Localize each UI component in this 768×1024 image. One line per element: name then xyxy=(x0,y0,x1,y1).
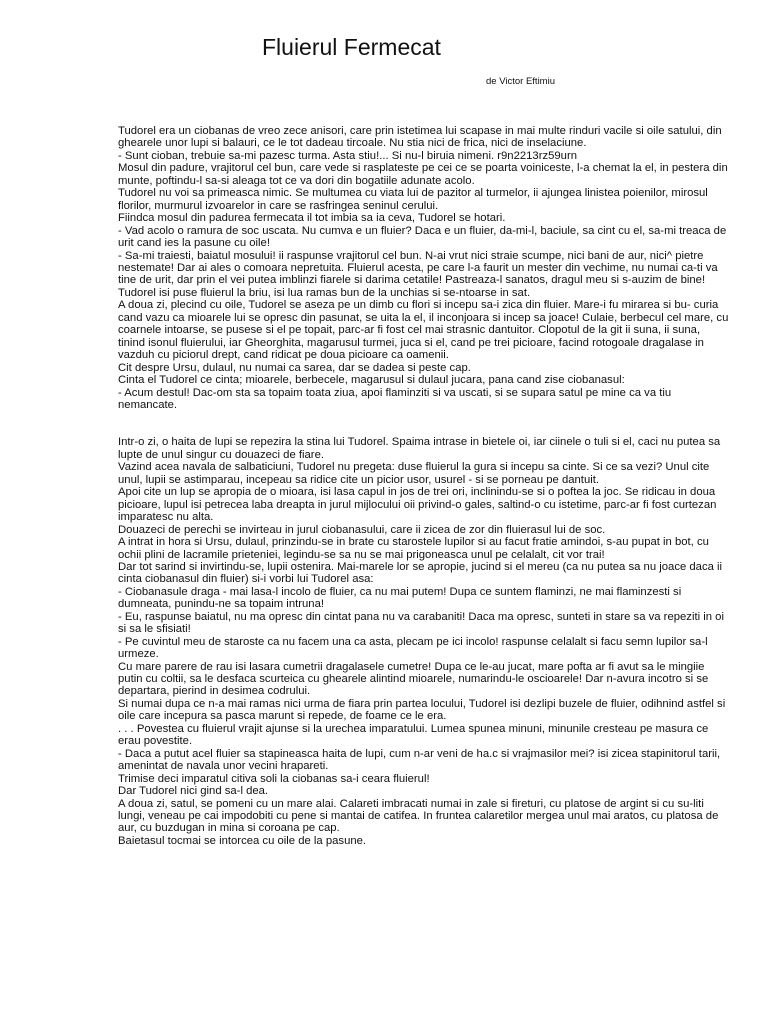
paragraph: Cinta el Tudorel ce cinta; mioarele, berbecele, magarusul si dulaul jucara, pana cand zise ciobanasul: xyxy=(118,374,625,387)
author-line: de Victor Eftimiu xyxy=(486,76,555,87)
paragraph: - Eu, raspunse baiatul, nu ma opresc din cintat pana nu va carabaniti! Daca ma opresc, sunteti in stare sa va repeziti in oi si sa le sfisiati! xyxy=(118,610,724,636)
paragraph: Baietasul tocmai se intorcea cu oile de la pasune. xyxy=(118,834,367,847)
paragraph: Vazind acea navala de salbaticiuni, Tudorel nu pregeta: duse fluierul la gura si incepu sa cinte. Si ce sa vezi? Unul cite unul, lupii se astimparau, incepeau sa ridice cite un picior usor, usurel - si se porneau pe dantuit. xyxy=(118,461,710,486)
paragraph: - Daca a putut acel fluier sa stapineasca haita de lupi, cum n-ar veni de ha.c si vrajmasilor mei? isi zicea stapinitorul tarii, amenintat de navala unor vecini hrapareti. xyxy=(118,747,721,773)
section-gap xyxy=(118,411,730,436)
paragraph: Tudorel isi puse fluierul la briu, isi lua ramas bun de la unchias si se-ntoarse in sat. xyxy=(118,286,531,299)
paragraph: Tudorel nu voi sa primeasca nimic. Se multumea cu viata lui de pazitor al turmelor, ii ajungea linistea poienilor, mirosul florilor, murmurul izvoarelor in care se rasfringea seninul cerului. xyxy=(118,187,708,212)
paragraph: Douazeci de perechi se invirteau in jurul ciobanasului, care ii zicea de zor din fluierasul lui de soc. xyxy=(118,523,606,536)
paragraph: Intr-o zi, o haita de lupi se repezira la stina lui Tudorel. Spaima intrase in bietele oi, iar ciinele o tuli si el, caci nu putea sa lupte de unul singur cu douazeci de fiare. xyxy=(118,436,721,461)
paragraph: Apoi cite un lup se apropia de o mioara, isi lasa capul in jos de trei ori, inclinindu-se si o poftea la joc. Se ridicau in doua picioare, lupul isi petrecea laba dreapta in jurul mijlocului oii privind-o gales, saltind-o cu istetime, parc-ar fi fost curtezan imparatesc nu alta. xyxy=(118,486,717,524)
story-part-2 xyxy=(118,436,730,847)
paragraph: - Vad acolo o ramura de soc uscata. Nu cumva e un fluier? Daca e un fluier, da-mi-l, baciule, sa cint cu el, sa-mi treaca de urit cand ies la pasune cu oile! xyxy=(118,224,727,250)
paragraph: - Sunt cioban, trebuie sa-mi pazesc turma. Asta stiu!... Si nu-l biruia nimeni. r9n2213rz59urn xyxy=(118,149,578,162)
paragraph: Cu mare parere de rau isi lasara cumetrii dragalasele cumetre! Dupa ce le-au jucat, mare pofta ar fi avut sa le mingiie putin cu coltii, sa le desfaca scurteica cu ghearele alintind mioarele, numarindu-le oscioarele! Dar n-avura incotro si se departara, pierind in desimea codrului. xyxy=(118,660,709,698)
paragraph: A intrat in hora si Ursu, dulaul, prinzindu-se in brate cu starostele lupilor si au facut fratie amindoi, s-au pupat in bot, cu ochii plini de lacramile prieteniei, legindu-se sa nu se mai prigoneasca unul pe celalalt, cit vor trai! xyxy=(118,536,709,561)
document-title: Fluierul Fermecat xyxy=(262,34,441,60)
paragraph: - Acum destul! Dac-om sta sa topaim toata ziua, apoi flaminziti si va uscati, si se supara satul pe mine ca va tiu nemancate. xyxy=(118,386,672,411)
paragraph: Fiindca mosul din padurea fermecata il tot imbia sa ia ceva, Tudorel se hotari. xyxy=(118,212,506,225)
paragraph: Dar tot sarind si invirtindu-se, lupii ostenira. Mai-marele lor se apropie, jucind si el mereu (ca nu putea sa nu joace daca ii cinta ciobanasul din fluier) si-i vorbi lui Tudorel asa: xyxy=(118,560,723,586)
paragraph: Si numai dupa ce n-a mai ramas nici urma de fiara prin partea locului, Tudorel isi dezlipi buzele de fluier, odihnind astfel si oile care incepura sa pasca marunt si repede, de foame ce le era. xyxy=(118,697,726,723)
paragraph: . . . Povestea cu fluierul vrajit ajunse si la urechea imparatului. Lumea spunea minuni, minunile cresteau pe masura ce erau povestite. xyxy=(118,722,709,748)
paragraph: Tudorel era un ciobanas de vreo zece anisori, care prin istetimea lui scapase in mai multe rinduri vacile si oile satului, din ghearele unor lupi si balauri, ce le tot dadeau tircoale. Nu stia nici de frica, nici de inselaciune. xyxy=(118,125,722,150)
paragraph: - Sa-mi traiesti, baiatul mosului! ii raspunse vrajitorul cel bun. N-ai vrut nici straie scumpe, nici bani de aur, nici^ pietre nestemate! Dar ai ales o comoara nepretuita. Fluierul acesta, pe care l-a faurit un mester din vechime, nu numai ca-ti va tine de urit, dar prin el vei putea imblinzi fiarele si darima cetatile! Pastreaza-l sanatos, dragul meu si s-auzim de bine! xyxy=(118,249,718,287)
paragraph: Mosul din padure, vrajitorul cel bun, care vede si rasplateste pe cei ce se poarta voiniceste, l-a chemat la el, in pestera din munte, poftindu-l sa-si aleaga tot ce va dori din bogatiile adunate acolo. xyxy=(118,162,728,187)
paragraph: Dar Tudorel nici gind sa-l dea. xyxy=(118,785,269,798)
paragraph: A doua zi, plecind cu oile, Tudorel se aseza pe un dimb cu flori si incepu sa-i zica din fluier. Mare-i fu mirarea si bu- curia cand vazu ca mioarele lui se opresc din pasunat, se uita la el, il inconjoara si incep sa joace! Culaie, berbecul cel mare, cu coarnele intoarse, se pusese si el pe topait, parc-ar fi fost cel mai strasnic dantuitor. Clopotul de la git ii suna, ii suna, tinind isonul fluierului, iar Gheorghita, magarusul turmei, juca si el, cand pe trei picioare, facind rotogoale dragalase in vazduh cu piciorul drept, cand ridicat pe doua picioare ca oamenii. xyxy=(118,299,729,362)
paragraph: Trimise deci imparatul citiva soli la ciobanas sa-i ceara fluierul! xyxy=(118,772,430,785)
story-part-1 xyxy=(118,125,730,411)
paragraph: Cit despre Ursu, dulaul, nu numai ca sarea, dar se dadea si peste cap. xyxy=(118,361,471,374)
paragraph: - Pe cuvintul meu de staroste ca nu facem una ca asta, plecam pe ici incolo! raspunse celalalt si facu semn lupilor sa-l urmeze. xyxy=(118,635,708,661)
paragraph: A doua zi, satul, se pomeni cu un mare alai. Calareti imbracati numai in zale si fireturi, cu platose de argint si cu su-liti lungi, veneau pe cai impodobiti cu pene si mantai de catifea. In fruntea calaretilor mergea unul mai aratos, cu platosa de aur, cu buzdugan in mina si coroana pe cap. xyxy=(118,797,719,835)
paragraph: - Ciobanasule draga - mai lasa-l incolo de fluier, ca nu mai putem! Dupa ce suntem flaminzi, ne mai flaminzesti si dumneata, punindu-ne sa topaim intruna! xyxy=(118,585,682,611)
story-body xyxy=(118,125,730,847)
